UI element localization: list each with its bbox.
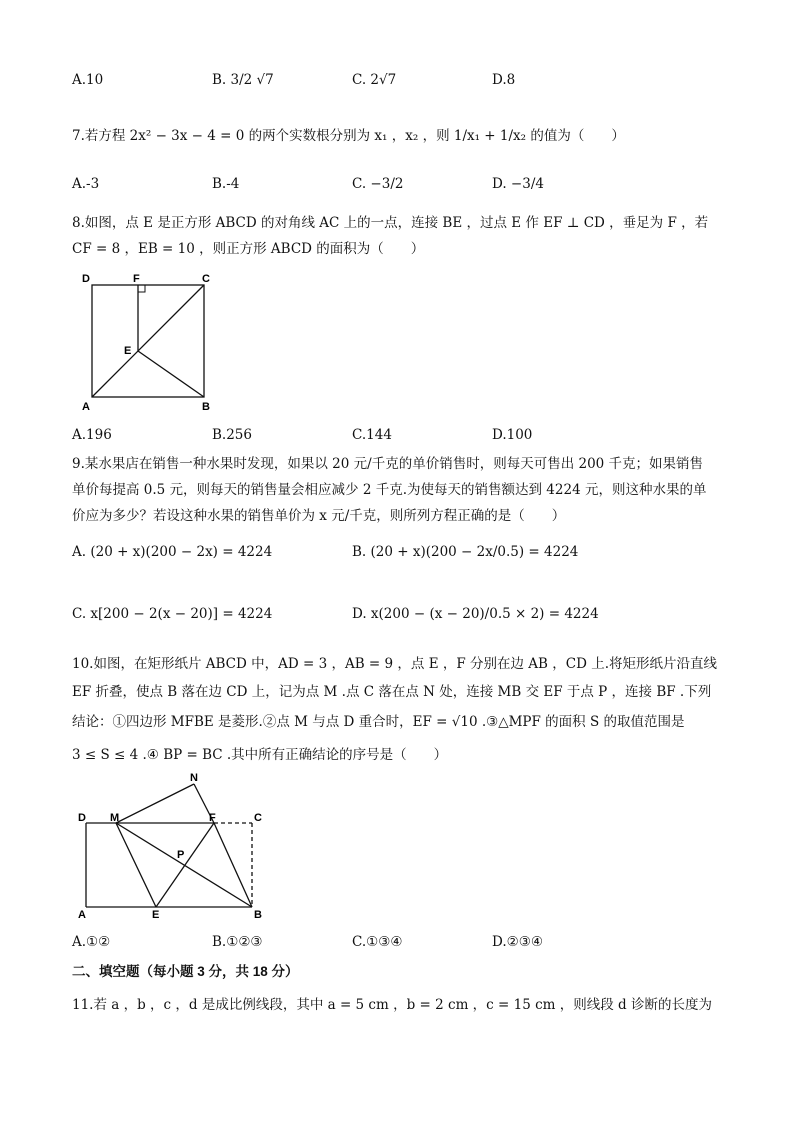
label-d: D (78, 812, 86, 824)
q7-option-d: D. −3/4 (492, 176, 544, 192)
q10-option-d: D.②③④ (492, 934, 543, 950)
q10-stem-line2: EF 折叠，使点 B 落在边 CD 上，记为点 M .点 C 落在点 N 处，连接 MB 交 EF 于点 P ，连接 BF .下列 (72, 684, 712, 700)
diagonal-ac (92, 285, 204, 397)
section-title-fill-in: 二、填空题（每小题 3 分，共 18 分） (72, 964, 299, 979)
q6-option-c: C. 2√7 (352, 72, 397, 88)
q9-stem-line1: 9.某水果店在销售一种水果时发现，如果以 20 元/千克的单价销售时，则每天可售出 200 千克；如果销售 (72, 456, 704, 472)
segment-fb (214, 823, 252, 907)
label-m: M (110, 812, 120, 824)
segment-eb (138, 351, 204, 397)
q10-stem-line3: 结论：①四边形 MFBE 是菱形.②点 M 与点 D 重合时，EF = √10 .③△MPF 的面积 S 的取值范围是 (72, 714, 685, 730)
q10-stem-line1: 10.如图，在矩形纸片 ABCD 中，AD = 3 ，AB = 9 ，点 E ，F 分别在边 AB ，CD 上.将矩形纸片沿直线 (72, 656, 717, 672)
label-p: P (177, 849, 185, 861)
q9-option-a: A. (20 + x)(200 − 2x) = 4224 (72, 544, 273, 560)
label-c: C (254, 812, 262, 824)
q9-stem-line3: 价应为多少？若设这种水果的销售单价为 x 元/千克，则所列方程正确的是（ ） (72, 508, 566, 524)
q8-option-c: C.144 (352, 427, 392, 443)
q10-option-b: B.①②③ (212, 934, 263, 950)
q7-option-c: C. −3/2 (352, 176, 404, 192)
q7-option-b: B.-4 (212, 176, 240, 192)
label-c: C (202, 273, 210, 285)
q9-option-c: C. x[200 − 2(x − 20)] = 4224 (72, 606, 273, 622)
segment-mn (116, 784, 194, 823)
q8-option-d: D.100 (492, 427, 533, 443)
label-f: F (133, 273, 140, 285)
q9-stem-line2: 单价每提高 0.5 元，则每天的销售量会相应减少 2 千克.为使每天的销售额达到 4224 元，则这种水果的单 (72, 482, 707, 498)
label-a: A (78, 909, 86, 920)
q8-stem-line1: 8.如图，点 E 是正方形 ABCD 的对角线 AC 上的一点，连接 BE ，过点 E 作 EF ⊥ CD ，垂足为 F ，若 (72, 215, 709, 231)
q11-stem: 11.若 a ，b ，c ，d 是成比例线段，其中 a = 5 cm ，b = 2 cm ，c = 15 cm ，则线段 d 诊断的长度为 (72, 997, 712, 1013)
q10-option-c: C.①③④ (352, 934, 403, 950)
right-angle-mark (138, 285, 145, 292)
q10-stem-line4: 3 ≤ S ≤ 4 .④ BP = BC .其中所有正确结论的序号是（ ） (72, 747, 448, 763)
q8-option-a: A.196 (72, 427, 112, 443)
q6-option-d: D.8 (492, 72, 516, 88)
q7-stem: 7.若方程 2x² − 3x − 4 = 0 的两个实数根分别为 x₁ ，x₂ ，则 1/x₁ + 1/x₂ 的值为（ ） (72, 128, 625, 144)
label-f: F (209, 812, 216, 824)
q8-option-b: B.256 (212, 427, 252, 443)
label-n: N (190, 772, 198, 784)
q6-option-a: A.10 (72, 72, 104, 88)
q10-rectangle-figure (74, 770, 274, 920)
label-e: E (124, 345, 132, 357)
label-b: B (202, 401, 210, 413)
label-e: E (152, 909, 160, 920)
q8-stem-line2: CF = 8 ，EB = 10 ，则正方形 ABCD 的面积为（ ） (72, 241, 425, 257)
label-b: B (254, 909, 262, 920)
q9-option-d: D. x(200 − (x − 20)/0.5 × 2) = 4224 (352, 606, 599, 622)
label-a: A (82, 401, 90, 413)
q6-option-b: B. 3/2 √7 (212, 72, 274, 88)
q10-option-a: A.①② (72, 934, 111, 950)
q8-square-figure (76, 270, 216, 418)
label-d: D (82, 273, 90, 285)
q7-option-a: A.-3 (72, 176, 100, 192)
q9-option-b: B. (20 + x)(200 − 2x/0.5) = 4224 (352, 544, 579, 560)
